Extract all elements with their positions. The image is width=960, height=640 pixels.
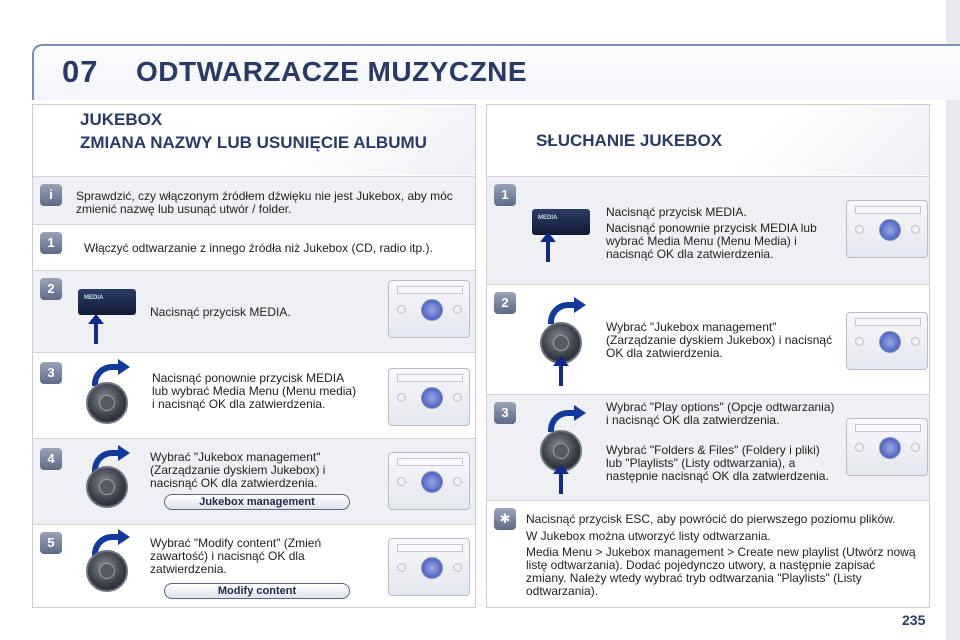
jukebox-management-menu-item: Jukebox management (164, 494, 350, 510)
note-playlists: W Jukebox można utworzyć listy odtwarzania. (526, 529, 771, 543)
press-arrow-icon (546, 240, 550, 262)
rotary-knob-icon (86, 382, 128, 424)
radio-panel-icon (388, 538, 470, 596)
radio-panel-icon (388, 280, 470, 338)
listening-jukebox-title: SŁUCHANIE JUKEBOX (536, 131, 723, 150)
modify-content-menu-item: Modify content (164, 583, 350, 599)
step-number-icon: 1 (40, 232, 62, 254)
jukebox-title: JUKEBOX (80, 110, 163, 129)
info-icon: i (40, 184, 62, 206)
media-button-icon: MEDIA (532, 209, 590, 235)
chapter-title: ODTWARZACZE MUZYCZNE (136, 56, 528, 87)
media-button-icon: MEDIA (78, 289, 136, 315)
left-step-2-text: Nacisnąć przycisk MEDIA. (150, 305, 291, 319)
left-step-5-text: Wybrać "Modify content" (Zmień zawartość) i nacisnąć OK dla zatwierdzenia. (150, 536, 322, 576)
rename-album-title: ZMIANA NAZWY LUB USUNIĘCIE ALBUMU (80, 133, 427, 152)
radio-panel-icon (846, 418, 928, 476)
press-arrow-icon (94, 322, 98, 344)
right-step-3-text-b: Wybrać "Folders & Files" (Foldery i pliki) lub "Playlists" (Listy odtwarzania), a następnie nacisnąć OK dla zatwierdzenia. (606, 443, 829, 483)
rotary-knob-icon (86, 550, 128, 592)
settings-icon: ✱ (494, 508, 516, 530)
step-number-icon: 3 (40, 362, 62, 384)
step-number-icon: 2 (40, 278, 62, 300)
right-step-2-text: Wybrać "Jukebox management" (Zarządzanie dyskiem Jukebox) i nacisnąć OK dla zatwierdzenia. (606, 320, 833, 360)
step-number-icon: 2 (494, 292, 516, 314)
radio-panel-icon (846, 200, 928, 258)
press-arrow-icon (559, 364, 563, 386)
step-number-icon: 3 (494, 402, 516, 424)
right-step-3-text-a: Wybrać "Play options" (Opcje odtwarzania) i nacisnąć OK dla zatwierdzenia. (606, 400, 835, 427)
right-step-1-text-a: Nacisnąć przycisk MEDIA. (606, 205, 747, 219)
chapter-number: 07 (62, 54, 99, 89)
rotary-knob-icon (86, 466, 128, 508)
radio-panel-icon (388, 452, 470, 510)
step-number-icon: 1 (494, 184, 516, 206)
left-step-4-text: Wybrać "Jukebox management" (Zarządzanie dyskiem Jukebox) i nacisnąć OK dla zatwierdzenia. (150, 450, 326, 490)
step-number-icon: 5 (40, 532, 62, 554)
step-number-icon: 4 (40, 448, 62, 470)
radio-panel-icon (388, 368, 470, 426)
right-step-1-text-b: Nacisnąć ponownie przycisk MEDIA lub wybrać Media Menu (Menu Media) i nacisnąć OK dla zatwierdzenia. (606, 221, 817, 261)
left-step-3-text: Nacisnąć ponownie przycisk MEDIA lub wybrać Media Menu (Menu media) i nacisnąć OK dla zatwierdzenia. (152, 371, 357, 411)
note-esc: Nacisnąć przycisk ESC, aby powrócić do pierwszego poziomu plików. (526, 512, 896, 526)
left-step-1-text: Włączyć odtwarzanie z innego źródła niż Jukebox (CD, radio itp.). (84, 241, 433, 255)
radio-panel-icon (846, 312, 928, 370)
info-text: Sprawdzić, czy włączonym źródłem dźwięku nie jest Jukebox, aby móc zmienić nazwę lub usunąć utwór / folder. (76, 189, 453, 216)
page-number: 235 (902, 612, 926, 628)
press-arrow-icon (559, 472, 563, 494)
note-create-playlist: Media Menu > Jukebox management > Create new playlist (Utwórz nową listę odtwarzania). Dodać pojedynczo utwory, a następnie zapisać zmiany. Należy wtedy wybrać tryb odtwarzania "Playlists" (Listy odtwarzania). (526, 545, 916, 598)
